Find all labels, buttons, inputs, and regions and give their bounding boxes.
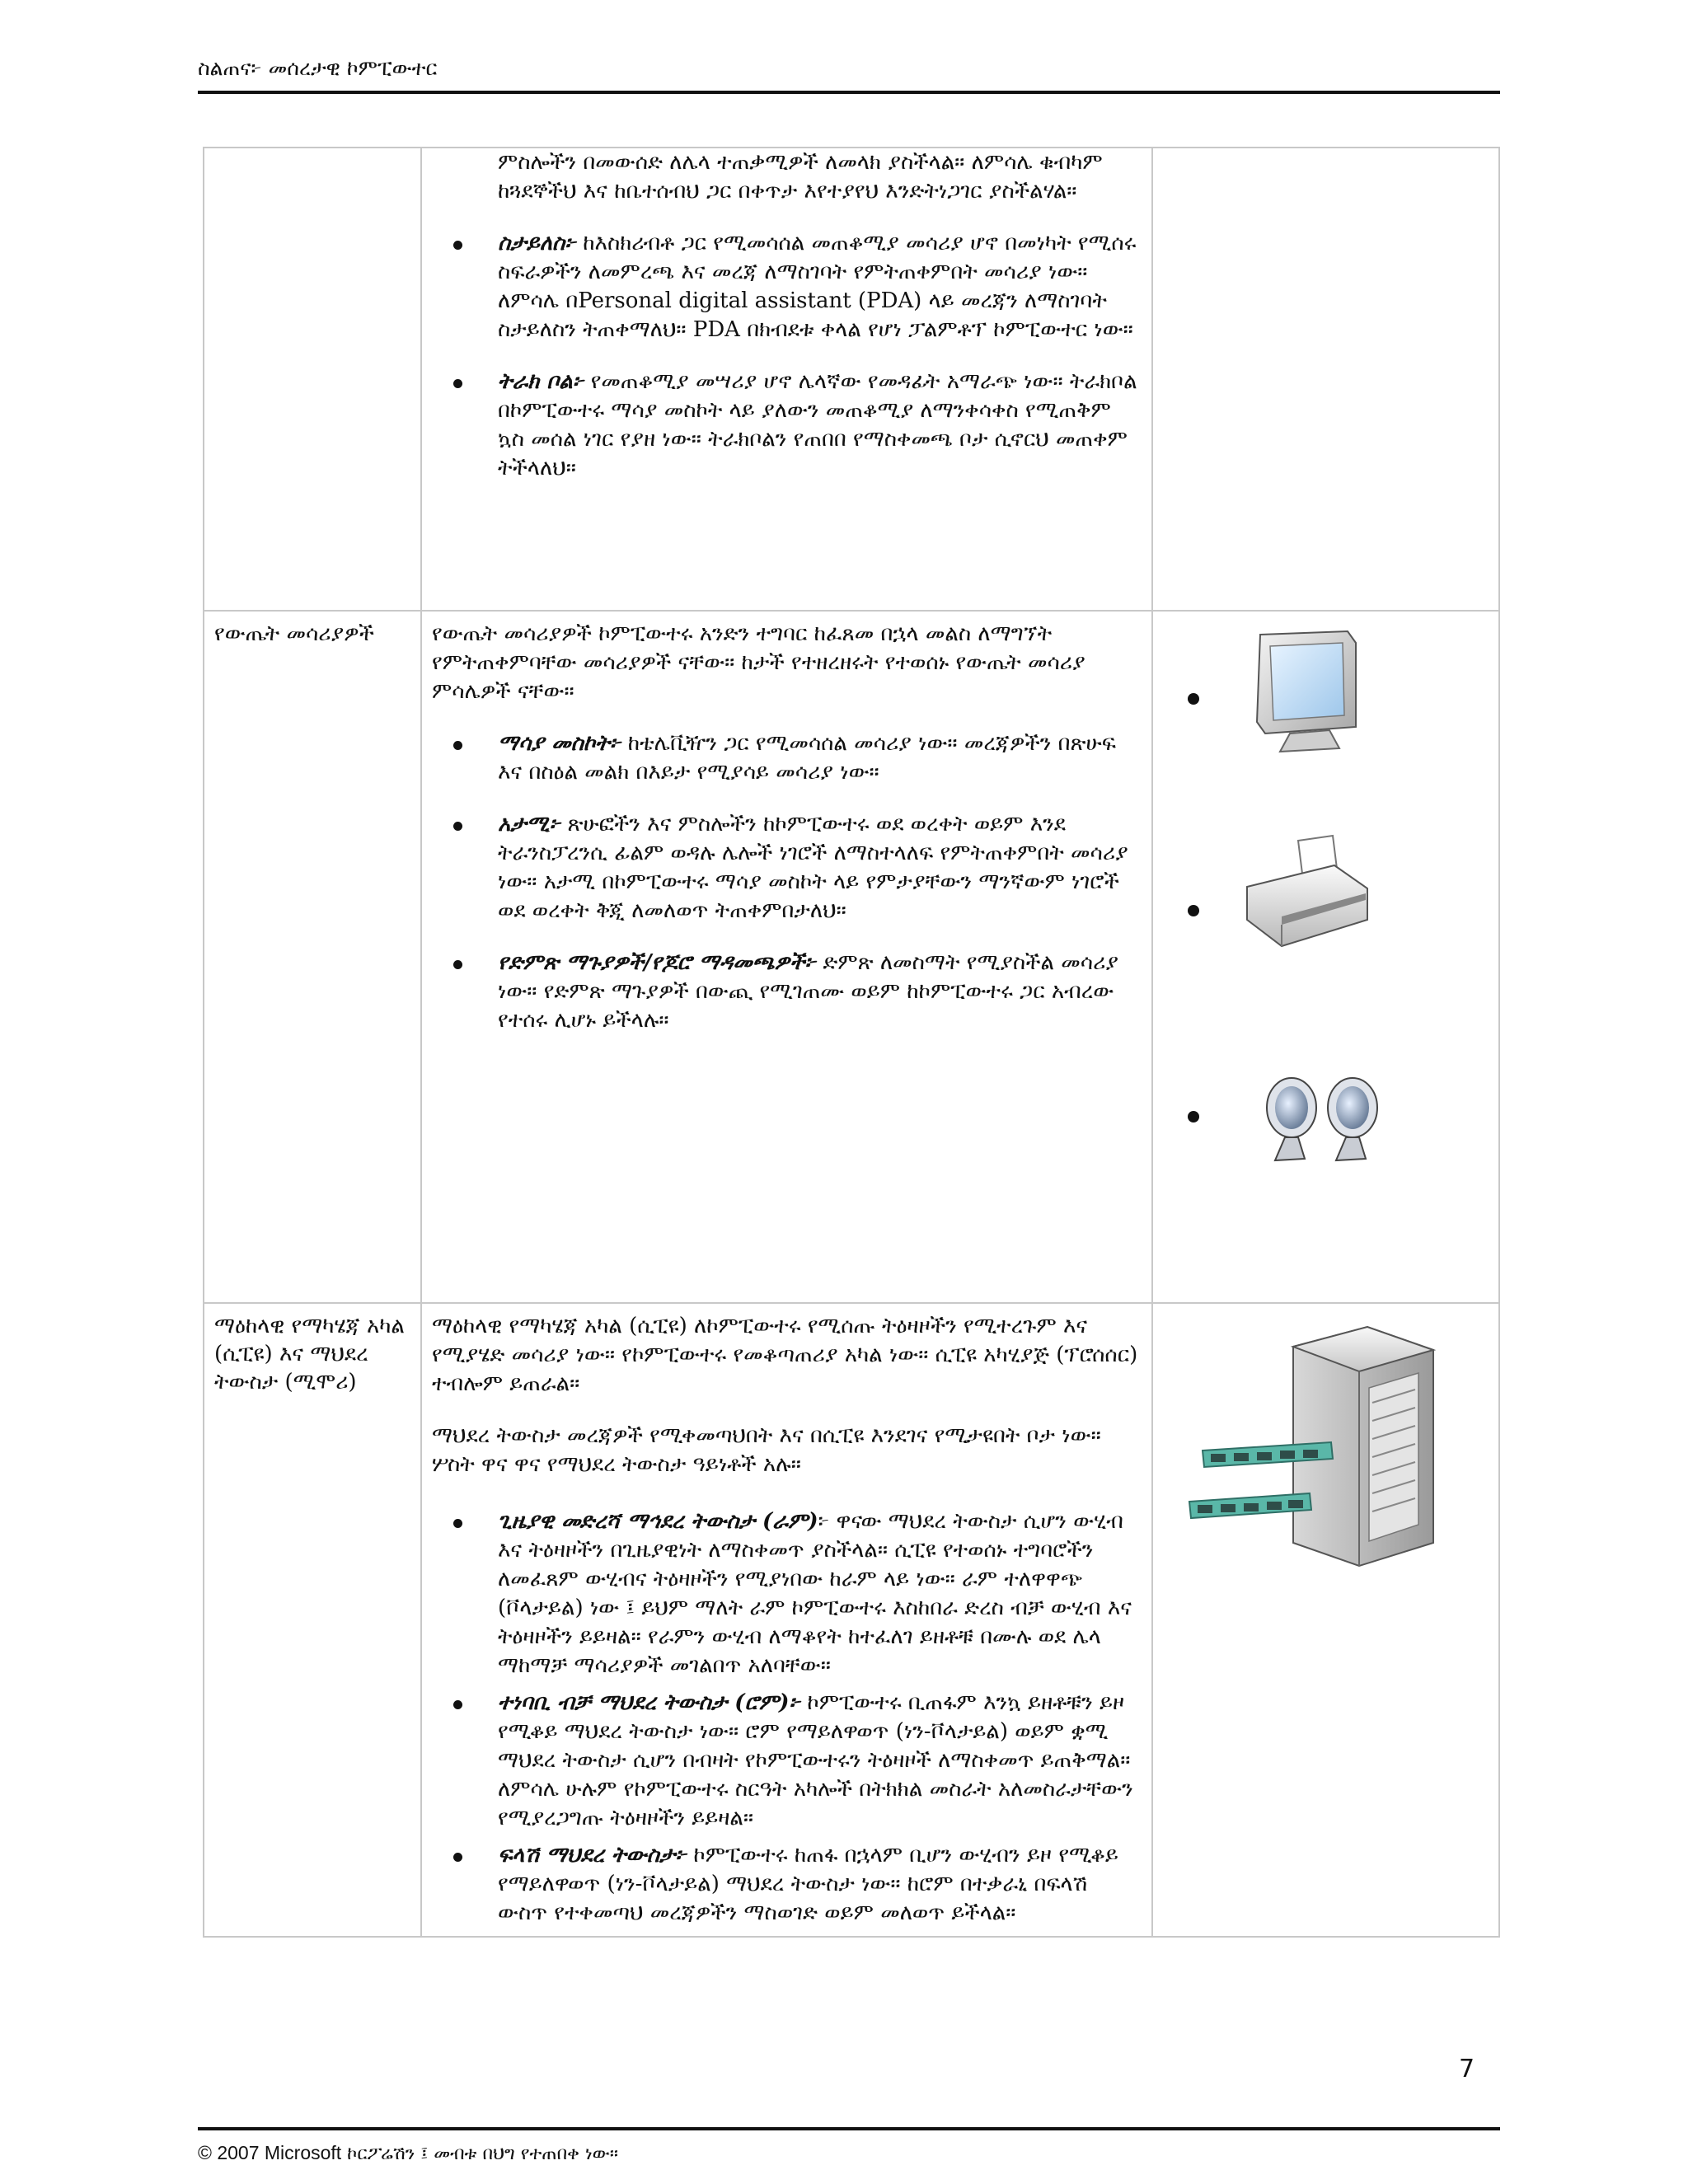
- page-header: [198, 56, 1500, 94]
- section-label-output: የውጤት መሳሪያዎች: [214, 621, 374, 646]
- section-label-cpu: ማዕከላዊ የማካሄጃ አካል (ሲፒዩ) እና ማህደረ ትውስታ (ሚሞሪ): [214, 1314, 405, 1394]
- image-cell-empty: [1152, 148, 1499, 611]
- list-item-printer: አታሚ፦ ጽሁፎችን እና ምስሎችን ከኮምፒውተሩ ወደ ወረቀት ወይም እንደ ትራንስፓረንሲ ፊልም ወዳሉ ሌሎች ነገሮች ለማስተላለፍ የምትጠቀምበት መሳሪያ ነው። አታሚ በኮምፒውተሩ ማሳያ መስኮት ላይ የምታያቸውን ማንኛውም ነገሮች ወደ ወረቀት ቅጂ ለመለወጥ ትጠቀምበታለህ።: [432, 810, 1142, 926]
- cpu-memory-image: [1186, 1322, 1466, 1569]
- list-item-trackball: ትራክ ቦል፦ የመጠቆሚያ መሣሪያ ሆኖ ሌላኛው የመዳፊት አማራጭ ነው። ትራክቦል በኮምፒውተሩ ማሳያ መስኮት ላይ ያለውን መጠቆሚያ ለማንቀሳቀስ የሚጠቅም ኳስ መሰል ነገር የያዘ ነው። ትራክቦልን የጠበበ የማስቀመጫ ቦታ ሲኖርህ መጠቀም ትችላለህ።: [432, 368, 1142, 483]
- webcam-continuation-text: ምስሎችን በመውሰድ ለሌላ ተጠቃሚዎች ለመላክ ያስችላል። ለምሳሌ ቁብካም ከጓደኞችህ እና ከቤተሰብህ ጋር በቀጥታ እየተያየህ እንድትነጋገር ያስችልሃል።: [498, 150, 1103, 204]
- bullet-dot: [1188, 1111, 1199, 1122]
- bullet-dot: [1188, 905, 1199, 916]
- description-cell: [421, 611, 1152, 1303]
- printer-image: [1236, 834, 1376, 958]
- monitor-image: [1250, 630, 1364, 753]
- table-row-input-continuation: [204, 148, 1499, 611]
- description-cell: [421, 148, 1152, 611]
- cpu-intro: ማዕከላዊ የማካሄጃ አካል (ሲፒዩ) ለኮምፒውተሩ የሚሰጡ ትዕዛዞችን የሚተረጉም እና የሚያሄድ መሳሪያ ነው። የኮምፒውተሩ የመቆጣጠሪያ አካል ነው። ሲፒዩ አካሂያጅ (ፕሮሰሰር) ተብሎም ይጠራል።: [432, 1314, 1138, 1396]
- content-table: [203, 147, 1500, 1938]
- image-cell-cpu: [1152, 1303, 1499, 1937]
- section-label-cell: [204, 1303, 421, 1937]
- list-item-speakers: የድምጽ ማጉያዎች/የጆሮ ማዳመጫዎች፦ ድምጽ ለመስማት የሚያስችል መሳሪያ ነው። የድምጽ ማጉያዎች በውጪ የሚገጠሙ ወይም ከኮምፒውተሩ ጋር አብረው የተሰሩ ሊሆኑ ይችላሉ።: [432, 949, 1142, 1035]
- input-device-list: [432, 229, 1142, 483]
- list-item-flash: ፍላሽ ማህደረ ትውስታ፦ ኮምፒውተሩ ከጠፋ በኋላም ቢሆን ውሂብን ይዞ የሚቆይ የማይለዋወጥ (ነን-ቮላታይል) ማህደረ ትውስታ ነው። ከሮም በተቃራኒ በፍላሽ ውስጥ የተቀመጣህ መረጃዎችን ማስወገድ ወይም መለወጥ ይችላል።: [432, 1841, 1142, 1928]
- table-row-cpu-memory: [204, 1303, 1499, 1937]
- footer-rights-text: ኮርፖሬሽን ፤ መብቱ በህግ የተጠበቀ ነው።: [341, 2144, 619, 2164]
- memory-intro: ማህደረ ትውስታ መረጃዎች የሚቀመጣህበት እና በሲፒዩ እንደገና የሚታዩበት ቦታ ነው። ሦስት ዋና ዋና የማህደረ ትውስታ ዓይነቶች አሉ።: [432, 1423, 1101, 1477]
- list-item-ram: ጊዜያዊ መድረሻ ማኅደረ ትውስታ (ራም)፦ ዋናው ማህደረ ትውስታ ሲሆን ውሂብ እና ትዕዛዞችን በጊዜያዊነት ለማስቀመጥ ያስችላል። ሲፒዩ የተወሰኑ ተግባሮችን ለመፈጸም ውሂብና ትዕዛዞችን የሚያነበው ከራም ላይ ነው። ራም ተለዋዋጭ (ቮላታይል) ነው ፤ ይህም ማለት ራም ኮምፒውተሩ እስከበራ ድረስ ብቻ ውሂብ እና ትዕዛዞችን ይይዛል። የራምን ውሂብ ለማቆየት ከተፈለገ ይዘቶቹ በሙሉ ወደ ሌላ ማከማቻ ማሳሪያዎች መገልበጥ አለባቸው።: [432, 1507, 1142, 1680]
- table-row-output-devices: [204, 611, 1499, 1303]
- label-cell-empty: [204, 148, 421, 611]
- page-footer: [198, 2127, 1500, 2164]
- page-number: 7: [1459, 2055, 1475, 2083]
- list-item-rom: ተነባቢ ብቻ ማህደረ ትውስታ (ሮም)፦ ኮምፒውተሩ ቢጠፋም እንኳ ይዘቶቹን ይዞ የሚቆይ ማህደረ ትውስታ ነው። ሮም የማይለዋወጥ (ነን-ቮላታይል) ወይም ቋሚ ማህደረ ትውስታ ሲሆን በብዛት የኮምፒውተሩን ትዕዛዞች ለማስቀመጥ ይጠቅማል። ለምሳሌ ሁሉም የኮምፒውተሩ ስርዓት አካሎች በትክክል መስራት አለመስራታቸውን የሚያረጋግጡ ትዕዛዞችን ይይዛል።: [432, 1689, 1142, 1833]
- memory-type-list: [432, 1507, 1142, 1928]
- list-item-monitor: ማሳያ መስኮት፦ ከቴሌቪዥን ጋር የሚመሳሰል መሳሪያ ነው። መረጃዎችን በጽሁፍ እና በስዕል መልክ በእይታ የሚያሳይ መሳሪያ ነው።: [432, 729, 1142, 787]
- list-item-stylus: ስታይለስ፦ ከእስክሪብቶ ጋር የሚመሳሰል መጠቆሚያ መሳሪያ ሆኖ በመነካት የሚሰሩ ስፍራዎችን ለመምረጫ እና መረጃ ለማስገባት የምትጠቀምበት መሳሪያ ነው። ለምሳሌ በPersonal digital assistant (PDA) ላይ መረጃን ለማስገባት ስታይለስን ትጠቀማለህ። PDA በክብደቱ ቀላል የሆነ ፓልምቶፕ ኮምፒውተር ነው።: [432, 229, 1142, 344]
- bullet-dot: [1188, 693, 1199, 705]
- description-cell: [421, 1303, 1152, 1937]
- header-title: ስልጠና፦ መሰረታዊ ኮምፒውተር: [198, 56, 438, 80]
- output-device-list: [432, 729, 1142, 1035]
- section-label-cell: [204, 611, 421, 1303]
- speakers-image: [1260, 1073, 1392, 1172]
- footer-copyright: © 2007 Microsoft: [198, 2142, 342, 2163]
- image-cell-output: [1152, 611, 1499, 1303]
- output-intro: የውጤት መሳሪያዎች ኮምፒውተሩ አንድን ተግባር ከፈጸመ በኋላ መልስ ለማግኘት የምትጠቀምባቸው መሳሪያዎች ናቸው። ከታች የተዘረዘሩት የተወሰኑ የውጤት መሳሪያ ምሳሌዎች ናቸው።: [432, 621, 1085, 704]
